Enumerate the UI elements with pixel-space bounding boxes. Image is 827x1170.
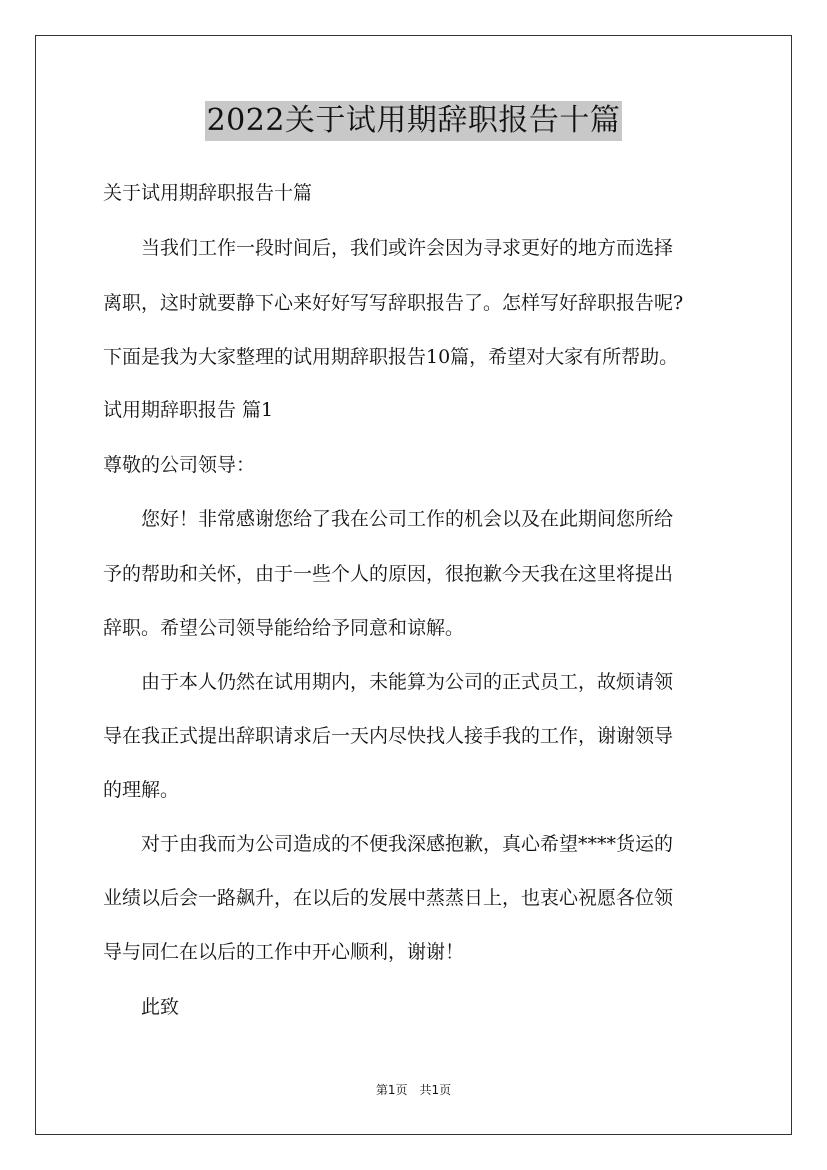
body-line: 离职，这时就要静下心来好好写写辞职报告了。怎样写好辞职报告呢?	[103, 292, 684, 314]
body-line: 导与同仁在以后的工作中开心顺利，谢谢！	[103, 941, 465, 963]
subtitle-line: 关于试用期辞职报告十篇	[103, 182, 313, 204]
title-container	[0, 101, 827, 141]
body-line: 业绩以后会一路飙升，在以后的发展中蒸蒸日上，也衷心祝愿各位领	[103, 887, 674, 909]
closing-line: 此致	[103, 996, 180, 1018]
body-line: 您好！非常感谢您给了我在公司工作的机会以及在此期间您所给	[103, 508, 674, 530]
document-title: 2022关于试用期辞职报告十篇	[205, 101, 623, 141]
body-line: 对于由我而为公司造成的不便我深感抱歉，真心希望****货运的	[103, 833, 674, 855]
body-line: 当我们工作一段时间后，我们或许会因为寻求更好的地方而选择	[103, 237, 674, 259]
body-line: 辞职。希望公司领导能给给予同意和谅解。	[103, 617, 465, 639]
body-line: 导在我正式提出辞职请求后一天内尽快找人接手我的工作，谢谢领导	[103, 725, 674, 747]
salutation: 尊敬的公司领导：	[103, 454, 256, 476]
body-line: 予的帮助和关怀，由于一些个人的原因，很抱歉今天我在这里将提出	[103, 563, 674, 585]
body-line: 由于本人仍然在试用期内，未能算为公司的正式员工，故烦请领	[103, 671, 674, 693]
section-heading: 试用期辞职报告 篇1	[103, 399, 274, 421]
body-line: 的理解。	[103, 779, 180, 801]
page-footer: 第1页 共1页	[375, 1083, 452, 1097]
body-line: 下面是我为大家整理的试用期辞职报告10篇，希望对大家有所帮助。	[103, 346, 679, 368]
